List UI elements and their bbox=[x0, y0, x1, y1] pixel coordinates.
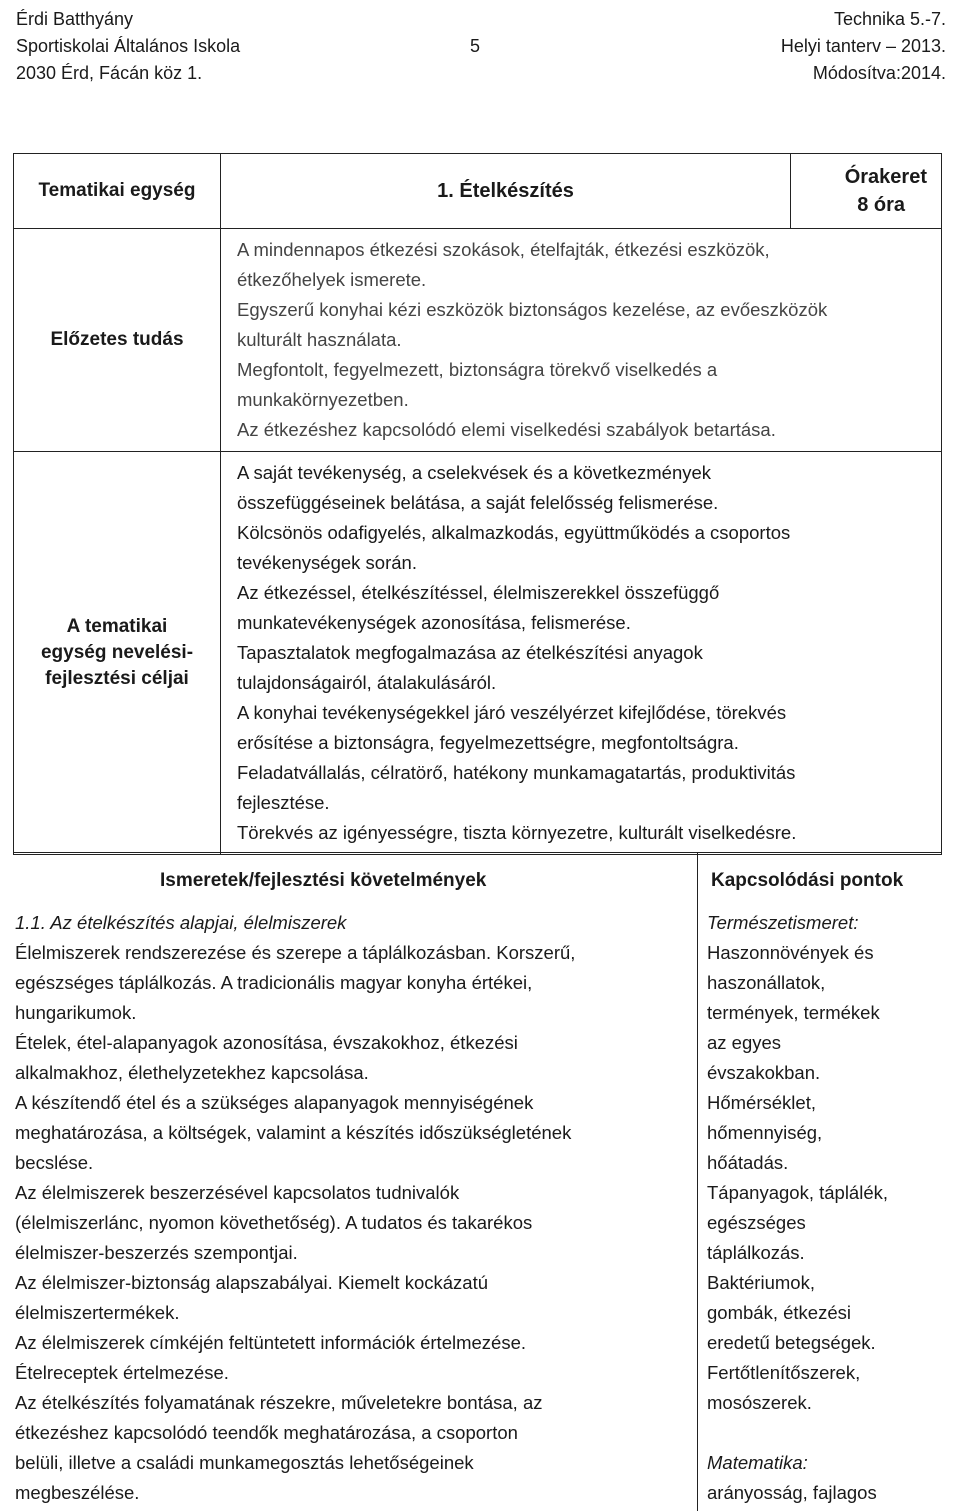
requirements-title: 1.1. Az ételkészítés alapjai, élelmiszerek bbox=[15, 912, 347, 933]
connection-line: Fertőtlenítőszerek, bbox=[707, 1362, 861, 1383]
connection-line: eredetű betegségek. bbox=[707, 1332, 876, 1353]
goals-line: tulajdonságairól, átalakulásáról. bbox=[237, 672, 497, 693]
prior-line: Egyszerű konyhai kézi eszközök biztonságos kezelése, az evőeszközök bbox=[237, 299, 828, 320]
prior-line: kulturált használata. bbox=[237, 329, 402, 350]
requirements-line: Ételek, étel-alapanyagok azonosítása, évszakokhoz, étkezési bbox=[15, 1032, 518, 1053]
prior-line: A mindennapos étkezési szokások, ételfajták, étkezési eszközök, bbox=[237, 239, 770, 260]
goals-line: munkatevékenységek azonosítása, felismerése. bbox=[237, 612, 631, 633]
connections-content bbox=[707, 908, 947, 1508]
prior-line: Az étkezéshez kapcsolódó elemi viselkedési szabályok betartása. bbox=[237, 419, 776, 440]
requirements-line: Az élelmiszerek címkéjén feltüntetett információk értelmezése. bbox=[15, 1332, 527, 1353]
connection-line: Tápanyagok, táplálék, bbox=[707, 1182, 889, 1203]
connection-line: Haszonnövények és bbox=[707, 942, 874, 963]
unit-title: 1. Ételkészítés bbox=[221, 154, 791, 229]
column-divider bbox=[697, 852, 698, 1511]
goals-line: A konyhai tevékenységekkel járó veszélyérzet kifejlődése, törekvés bbox=[237, 702, 787, 723]
requirements-line: Élelmiszerek rendszerezése és szerepe a táplálkozásban. Korszerű, bbox=[15, 942, 576, 963]
prior-line: étkezőhelyek ismerete. bbox=[237, 269, 427, 290]
prior-line: munkakörnyezetben. bbox=[237, 389, 409, 410]
thematic-unit-table bbox=[13, 153, 942, 855]
connection-line: hőmennyiség, bbox=[707, 1122, 823, 1143]
header-school-name: Érdi Batthyány bbox=[16, 9, 134, 29]
requirements-line: élelmiszertermékek. bbox=[15, 1302, 180, 1323]
requirements-line: étkezéshez kapcsolódó teendők meghatározása, a csoporton bbox=[15, 1422, 518, 1443]
requirements-line: belüli, illetve a családi munkamegosztás lehetőségeinek bbox=[15, 1452, 474, 1473]
goals-line: A saját tevékenység, a cselekvések és a következmények bbox=[237, 462, 712, 483]
connection-line: gombák, étkezési bbox=[707, 1302, 851, 1323]
header-curriculum: Helyi tanterv – 2013. bbox=[780, 36, 946, 56]
connection-line: haszonállatok, bbox=[707, 972, 826, 993]
prior-line: Megfontolt, fegyelmezett, biztonságra törekvő viselkedés a bbox=[237, 359, 718, 380]
connection-line: arányosság, fajlagos bbox=[707, 1482, 877, 1503]
hours-value: 8 óra bbox=[857, 194, 905, 216]
connections-header: Kapcsolódási pontok bbox=[711, 870, 904, 891]
goals-line: Törekvés az igényességre, tiszta környezetre, kulturált viselkedésre. bbox=[237, 822, 797, 843]
spacer bbox=[707, 1418, 947, 1448]
connection-line: termények, termékek bbox=[707, 1002, 880, 1023]
header-document-info bbox=[781, 6, 946, 87]
hours-cell bbox=[791, 154, 942, 229]
goals-line: fejlesztése. bbox=[237, 792, 330, 813]
header-school-address: 2030 Érd, Fácán köz 1. bbox=[16, 63, 203, 83]
goals-label: A tematikai egység nevelési- fejlesztési céljai bbox=[14, 452, 221, 855]
connection-line: mosószerek. bbox=[707, 1392, 812, 1413]
requirements-line: becslése. bbox=[15, 1152, 94, 1173]
header-school-type: Sportiskolai Általános Iskola bbox=[16, 36, 241, 56]
connection-line: az egyes bbox=[707, 1032, 782, 1053]
connection-line: Hőmérséklet, bbox=[707, 1092, 816, 1113]
requirements-content bbox=[15, 908, 695, 1508]
header-school-info bbox=[16, 6, 240, 87]
connection-line: hőátadás. bbox=[707, 1152, 789, 1173]
connection-subject-science: Természetismeret: bbox=[707, 912, 859, 933]
requirements-line: Az élelmiszerek beszerzésével kapcsolatos tudnivalók bbox=[15, 1182, 460, 1203]
hours-label: Órakeret bbox=[844, 166, 927, 188]
page-number: 5 bbox=[470, 36, 481, 56]
requirements-line: Ételreceptek értelmezése. bbox=[15, 1362, 229, 1383]
goals-line: tevékenységek során. bbox=[237, 552, 417, 573]
requirements-line: meghatározása, a költségek, valamint a készítés időszükségletének bbox=[15, 1122, 572, 1143]
goals-line: Az étkezéssel, ételkészítéssel, élelmiszerekkel összefüggő bbox=[237, 582, 720, 603]
connection-line: évszakokban. bbox=[707, 1062, 821, 1083]
prior-knowledge-label: Előzetes tudás bbox=[14, 229, 221, 452]
requirements-line: A készítendő étel és a szükséges alapanyagok mennyiségének bbox=[15, 1092, 534, 1113]
prior-knowledge-content bbox=[221, 229, 942, 452]
requirements-line: egészséges táplálkozás. A tradicionális magyar konyha értékei, bbox=[15, 972, 533, 993]
connection-line: táplálkozás. bbox=[707, 1242, 805, 1263]
connection-line: Baktériumok, bbox=[707, 1272, 815, 1293]
requirements-line: Az élelmiszer-biztonság alapszabályai. Kiemelt kockázatú bbox=[15, 1272, 488, 1293]
goals-line: Feladatvállalás, célratörő, hatékony munkamagatartás, produktivitás bbox=[237, 762, 796, 783]
goals-line: erősítése a biztonságra, fegyelmezettségre, megfontoltságra. bbox=[237, 732, 739, 753]
header-modified: Módosítva:2014. bbox=[812, 63, 946, 83]
goals-line: összefüggéseinek belátása, a saját felelősség felismerése. bbox=[237, 492, 719, 513]
goals-line: Kölcsönös odafigyelés, alkalmazkodás, együttműködés a csoportos bbox=[237, 522, 791, 543]
section-divider bbox=[13, 852, 941, 853]
requirements-line: megbeszélése. bbox=[15, 1482, 140, 1503]
requirements-line: hungarikumok. bbox=[15, 1002, 137, 1023]
requirements-header: Ismeretek/fejlesztési követelmények bbox=[160, 870, 487, 891]
goals-content bbox=[221, 452, 942, 855]
requirements-line: (élelmiszerlánc, nyomon követhetőség). A tudatos és takarékos bbox=[15, 1212, 533, 1233]
connection-subject-math: Matematika: bbox=[707, 1452, 808, 1473]
requirements-line: alkalmakhoz, élethelyzetekhez kapcsolása. bbox=[15, 1062, 369, 1083]
connection-line: egészséges bbox=[707, 1212, 806, 1233]
requirements-line: Az ételkészítés folyamatának részekre, műveletekre bontása, az bbox=[15, 1392, 543, 1413]
unit-label: Tematikai egység bbox=[14, 154, 221, 229]
requirements-line: élelmiszer-beszerzés szempontjai. bbox=[15, 1242, 298, 1263]
header-subject: Technika 5.-7. bbox=[833, 9, 946, 29]
goals-line: Tapasztalatok megfogalmazása az ételkészítési anyagok bbox=[237, 642, 703, 663]
